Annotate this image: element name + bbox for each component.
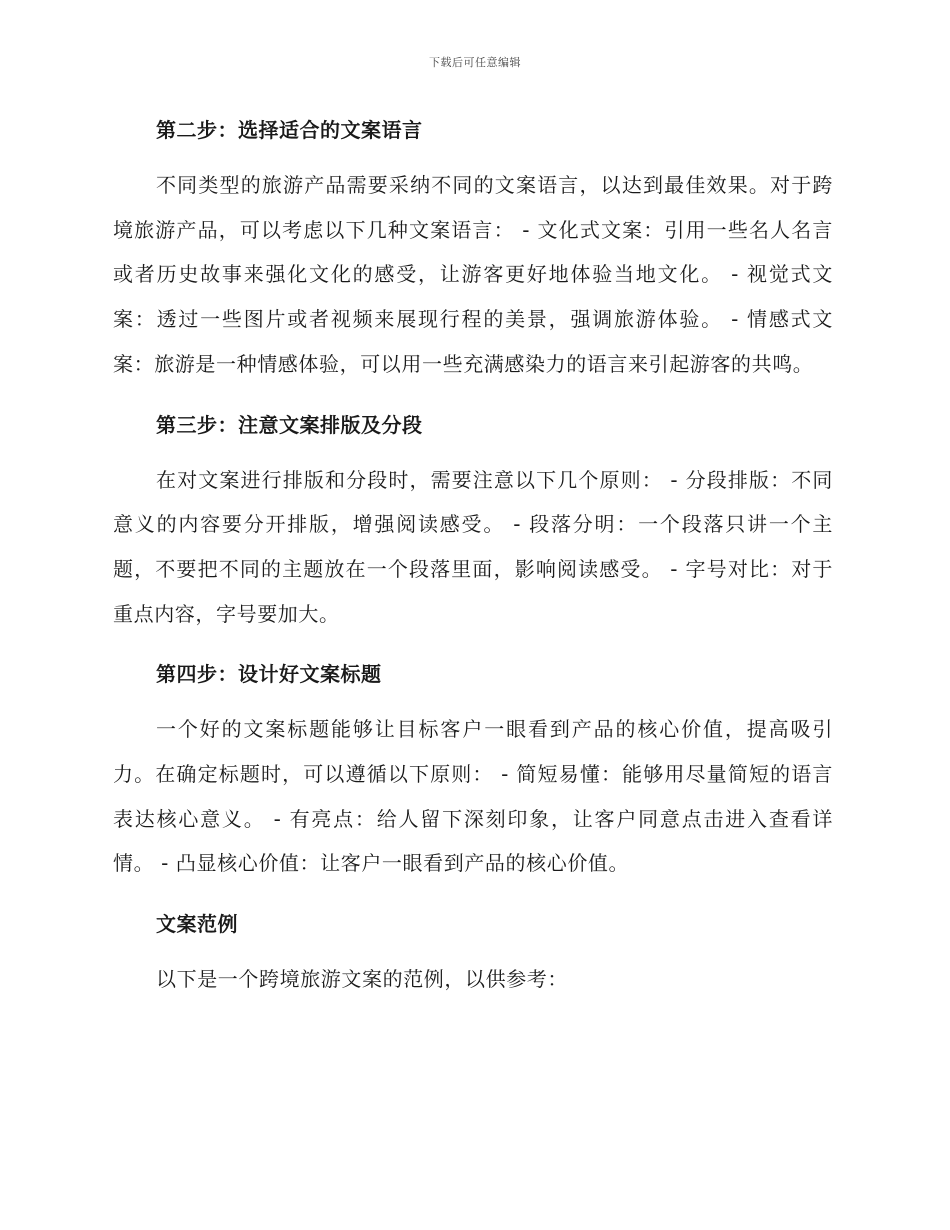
- section-paragraph: 在对文案进行排版和分段时，需要注意以下几个原则： - 分段排版：不同意义的内容要分开排版，增强阅读感受。 - 段落分明：一个段落只讲一个主题，不要把不同的主题放在一个段落里面，影响阅读感受。 - 字号对比：对于重点内容，字号要加大。: [113, 467, 833, 626]
- section-heading: 第三步：注意文案排版及分段: [156, 412, 423, 437]
- section-step-three: [113, 403, 833, 653]
- section-heading: 第四步：设计好文案标题: [156, 662, 382, 687]
- section-heading: 文案范例: [156, 912, 238, 937]
- section-paragraph: 以下是一个跨境旅游文案的范例，以供参考：: [156, 967, 568, 992]
- section-paragraph: 一个好的文案标题能够让目标客户一眼看到产品的核心价值，提高吸引力。在确定标题时，可以遵循以下原则： - 简短易懂：能够用尽量简短的语言表达核心意义。 - 有亮点：给人留下深刻印象，让客户同意点击进入查看详情。 - 凸显核心价值：让客户一眼看到产品的核心价值。: [113, 717, 833, 876]
- section-example: [113, 902, 833, 1002]
- section-step-four: [113, 652, 833, 902]
- page-header: 下载后可任意编辑: [429, 56, 521, 69]
- section-step-two: [113, 108, 833, 403]
- section-paragraph: 不同类型的旅游产品需要采纳不同的文案语言，以达到最佳效果。对于跨境旅游产品，可以考虑以下几种文案语言： - 文化式文案：引用一些名人名言或者历史故事来强化文化的感受，让游客更好地体验当地文化。 - 视觉式文案：透过一些图片或者视频来展现行程的美景，强调旅游体验。 - 情感式文案：旅游是一种情感体验，可以用一些充满感染力的语言来引起游客的共鸣。: [113, 173, 833, 376]
- document-body: [113, 108, 833, 1002]
- section-heading: 第二步：选择适合的文案语言: [156, 118, 423, 142]
